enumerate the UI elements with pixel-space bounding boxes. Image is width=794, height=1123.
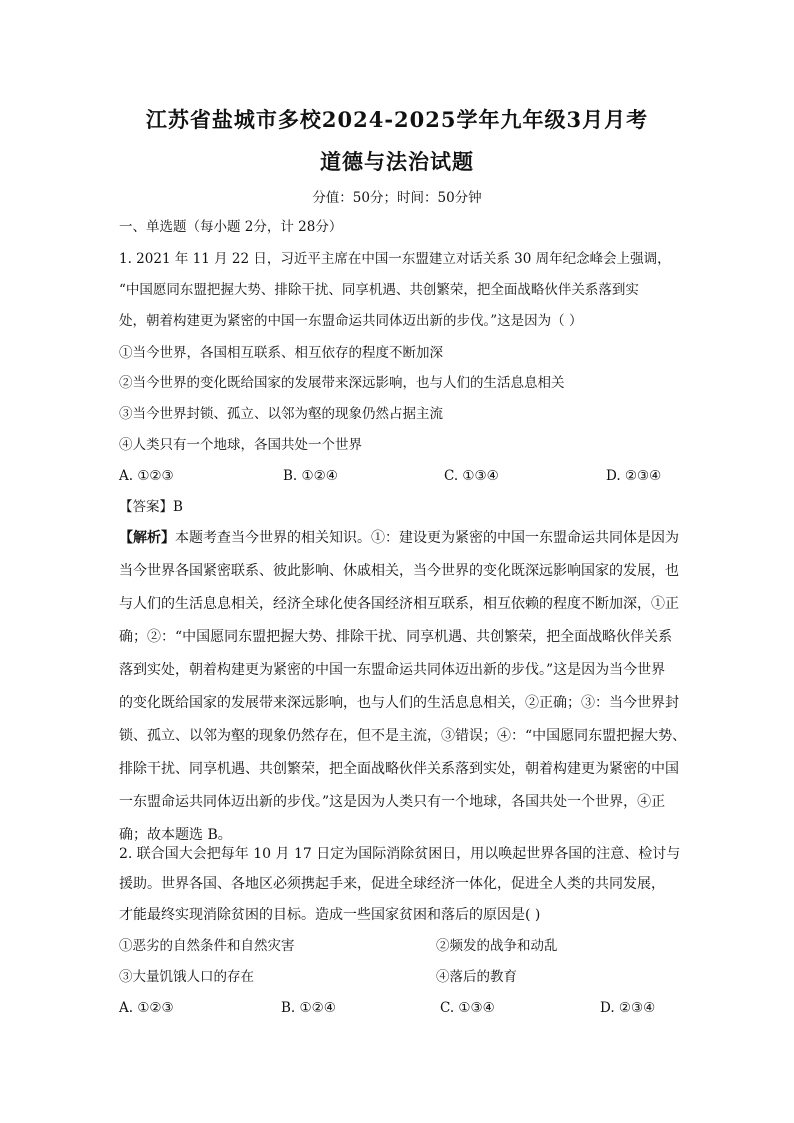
document-title: 江苏省盐城市多校2024-2025学年九年级3月月考 [145,107,649,132]
q1-analysis-line: 确；②：“中国愿同东盟把握大势、排除干扰、同享机遇、共创繁荣，把全面战略伙伴关系 [119,629,673,645]
q2-item: ③大量饥饿人口的存在 [119,969,254,985]
q2-stem-line: 才能最终实现消除贫困的目标。造成一些国家贫困和落后的原因是( ) [119,907,541,923]
q2-option-d: D. ②③④ [600,1000,656,1016]
q1-analysis-line: 锁、孤立、以邻为壑的现象仍然存在，但不是主流，③错误；④：“中国愿同东盟把握大势、 [119,728,687,744]
section-heading: 一、单选题（每小题 2分，计 28分） [119,219,343,235]
q1-analysis-line: 的变化既给国家的发展带来深远影响，也与人们的生活息息相关，②正确；③：当今世界封 [119,695,679,711]
q1-option-c: C. ①③④ [444,468,499,484]
q1-item: ③当今世界封锁、孤立、以邻为壑的现象仍然占据主流 [119,406,443,422]
q1-answer: 【答案】B [119,499,183,515]
q1-analysis-line: 【解析】本题考查当今世界的相关知识。①：建设更为紧密的中国一东盟命运共同体是因为 [119,530,679,546]
q1-option-a: A. ①②③ [119,468,174,484]
q2-option-c: C. ①③④ [440,1000,495,1016]
q1-analysis-line: 一东盟命运共同体迈出新的步伐。”这是因为人类只有一个地球，各国共处一个世界，④正 [119,794,666,810]
score-time-info: 分值：50分；时间：50分钟 [312,190,482,206]
analysis-label: 【解析】 [119,530,175,546]
q1-stem-line: 1. 2021 年 11 月 22 日，习近平主席在中国一东盟建立对话关系 30 周年纪念峰会上强调， [119,251,671,267]
q1-item: ①当今世界，各国相互联系、相互依存的程度不断加深 [119,345,443,361]
q1-analysis-line: 当今世界各国紧密联系、彼此影响、休戚相关，当今世界的变化既深远影响国家的发展，也 [119,563,679,579]
q2-item: ④落后的教育 [436,969,517,985]
q1-analysis-line: 确；故本题选 B。 [119,827,232,843]
q1-option-d: D. ②③④ [606,468,662,484]
q1-stem-line: 处，朝着构建更为紧密的中国一东盟命运共同体迈出新的步伐。”这是因为（ ） [119,313,583,329]
q1-item: ④人类只有一个地球，各国共处一个世界 [119,437,362,453]
q2-item: ②频发的战争和动乱 [436,938,558,954]
q1-item: ②当今世界的变化既给国家的发展带来深远影响，也与人们的生活息息相关 [119,375,565,391]
document-subtitle: 道德与法治试题 [320,149,474,174]
q2-stem-line: 2. 联合国大会把每年 10 月 17 日定为国际消除贫困日，用以唤起世界各国的注意、检讨与 [119,846,681,862]
q1-option-b: B. ①②④ [283,468,338,484]
q1-stem-line: “中国愿同东盟把握大势、排除干扰、同享机遇、共创繁荣，把全面战略伙伴关系落到实 [119,282,639,298]
q1-analysis-line: 与人们的生活息息相关，经济全球化使各国经济相互联系，相互依赖的程度不断加深，①正 [119,596,679,612]
q2-option-a: A. ①②③ [119,1000,174,1016]
q2-item: ①恶劣的自然条件和自然灾害 [119,938,295,954]
q1-analysis-line: 排除干扰、同享机遇、共创繁荣，把全面战略伙伴关系落到实处，朝着构建更为紧密的中国 [119,761,679,777]
q2-option-b: B. ①②④ [281,1000,336,1016]
q2-stem-line: 援助。世界各国、各地区必须携起手来，促进全球经济一体化，促进全人类的共同发展， [119,876,665,892]
q1-analysis-line: 落到实处，朝着构建更为紧密的中国一东盟命运共同体迈出新的步伐。”这是因为当今世界 [119,662,666,678]
